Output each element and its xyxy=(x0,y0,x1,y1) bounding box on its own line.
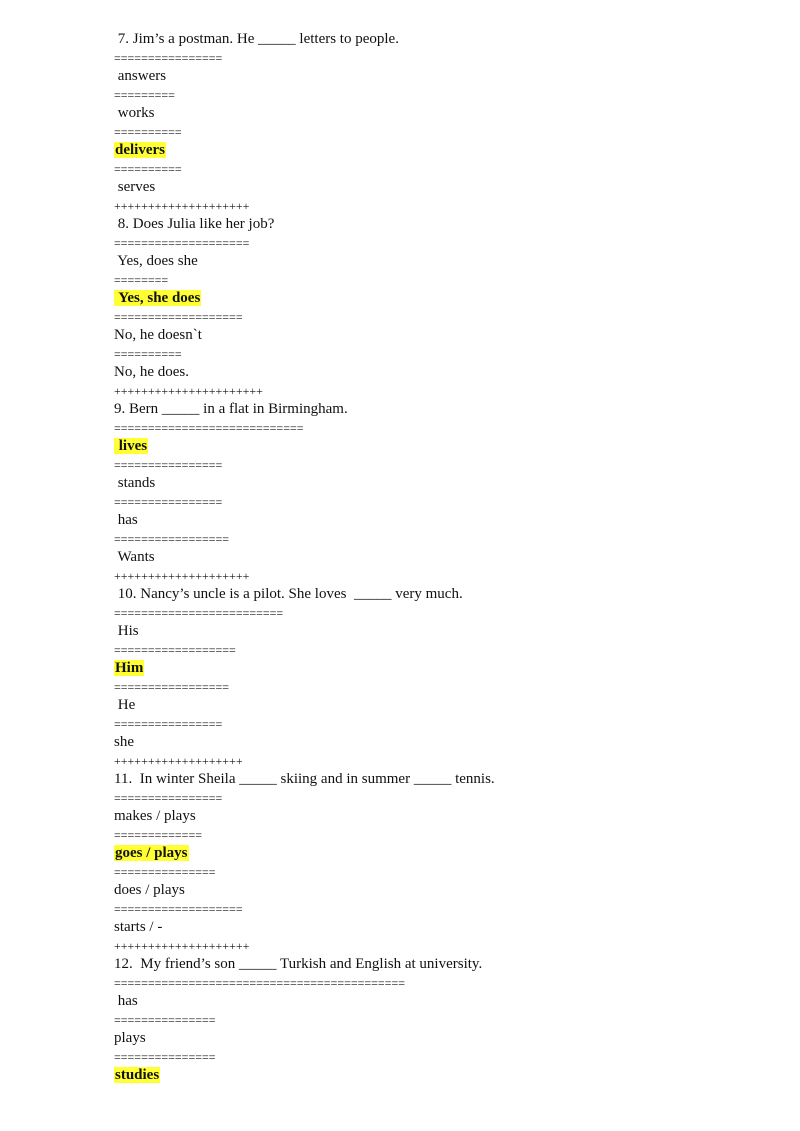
separator-text: +++++++++++++++++++ xyxy=(114,753,243,768)
separator-line xyxy=(114,530,229,548)
separator-line xyxy=(114,271,168,289)
separator-text: ==================== xyxy=(114,235,250,250)
option-text: answers xyxy=(114,68,167,84)
answer-line xyxy=(114,141,166,159)
question-line xyxy=(114,215,274,233)
option-line xyxy=(114,696,135,714)
option-line xyxy=(114,104,154,122)
option-line xyxy=(114,881,185,899)
option-text: makes / plays xyxy=(114,808,196,824)
separator-text: ++++++++++++++++++++ xyxy=(114,198,250,213)
answer-line xyxy=(114,289,201,307)
option-line xyxy=(114,992,138,1010)
separator-line xyxy=(114,456,222,474)
separator-line xyxy=(114,604,283,622)
separator-line xyxy=(114,863,216,881)
question-line xyxy=(114,955,482,973)
option-line xyxy=(114,1029,146,1047)
separator-line xyxy=(114,678,229,696)
separator-line xyxy=(114,567,249,585)
separator-text: =============== xyxy=(114,864,216,879)
highlighted-answer: Him xyxy=(115,660,144,676)
separator-line xyxy=(114,419,304,437)
option-line xyxy=(114,252,198,270)
separator-line xyxy=(114,1011,216,1029)
separator-line xyxy=(114,123,182,141)
option-line xyxy=(114,67,166,85)
separator-line xyxy=(114,234,249,252)
separator-line xyxy=(114,900,243,918)
option-text: has xyxy=(114,993,138,1009)
option-line xyxy=(114,807,196,825)
option-text: No, he doesn`t xyxy=(114,327,202,343)
separator-text: ================ xyxy=(114,494,223,509)
option-line xyxy=(114,733,134,751)
option-text: No, he does. xyxy=(114,364,189,380)
separator-line xyxy=(114,49,222,67)
option-line xyxy=(114,363,189,381)
question-line xyxy=(114,770,495,788)
option-text: serves xyxy=(114,179,156,195)
separator-text: ========== xyxy=(114,124,182,139)
separator-line xyxy=(114,382,263,400)
answer-line xyxy=(114,1066,160,1084)
option-text: Yes, does she xyxy=(114,253,198,269)
question-text: 11. In winter Sheila _____ skiing and in summer _____ tennis. xyxy=(114,771,495,787)
option-line xyxy=(114,178,155,196)
separator-text: ++++++++++++++++++++ xyxy=(114,568,250,583)
separator-line xyxy=(114,974,405,992)
highlighted-answer: lives xyxy=(115,438,148,454)
separator-text: ================= xyxy=(114,531,230,546)
answer-line xyxy=(114,437,148,455)
question-line xyxy=(114,400,348,418)
separator-line xyxy=(114,641,236,659)
question-text: 9. Bern _____ in a flat in Birmingham. xyxy=(114,401,348,417)
separator-line xyxy=(114,937,249,955)
option-text: does / plays xyxy=(114,882,185,898)
separator-line xyxy=(114,493,222,511)
separator-text: =============== xyxy=(114,1049,216,1064)
question-line xyxy=(114,30,399,48)
option-text: plays xyxy=(114,1030,146,1046)
separator-text: ======== xyxy=(114,272,169,287)
separator-line xyxy=(114,752,243,770)
question-text: 7. Jim’s a postman. He _____ letters to people. xyxy=(114,31,399,47)
highlighted-answer: goes / plays xyxy=(115,845,188,861)
separator-text: ========== xyxy=(114,346,182,361)
option-text: His xyxy=(114,623,139,639)
option-line xyxy=(114,622,139,640)
option-text: works xyxy=(114,105,155,121)
separator-text: ================ xyxy=(114,716,223,731)
separator-line xyxy=(114,197,249,215)
question-line xyxy=(114,585,463,603)
option-text: she xyxy=(114,734,134,750)
separator-text: =================== xyxy=(114,309,243,324)
separator-text: ================== xyxy=(114,642,236,657)
separator-text: =========================================== xyxy=(114,975,406,990)
option-line xyxy=(114,548,155,566)
separator-line xyxy=(114,86,175,104)
option-text: Wants xyxy=(114,549,155,565)
question-text: 8. Does Julia like her job? xyxy=(114,216,275,232)
separator-text: ============= xyxy=(114,827,202,842)
option-text: has xyxy=(114,512,138,528)
separator-text: ========================= xyxy=(114,605,284,620)
option-line xyxy=(114,326,202,344)
option-line xyxy=(114,474,155,492)
separator-text: =============== xyxy=(114,1012,216,1027)
separator-text: ================ xyxy=(114,790,223,805)
option-line xyxy=(114,918,162,936)
separator-text: ++++++++++++++++++++ xyxy=(114,938,250,953)
separator-text: ================ xyxy=(114,50,223,65)
separator-text: =================== xyxy=(114,901,243,916)
option-text: stands xyxy=(114,475,156,491)
separator-line xyxy=(114,345,182,363)
option-text: starts / - xyxy=(114,919,163,935)
separator-text: ========= xyxy=(114,87,175,102)
separator-text: ============================ xyxy=(114,420,304,435)
highlighted-answer: studies xyxy=(115,1067,160,1083)
separator-text: ================ xyxy=(114,457,223,472)
separator-text: ========== xyxy=(114,161,182,176)
highlighted-answer: delivers xyxy=(115,142,165,158)
separator-line xyxy=(114,826,202,844)
separator-line xyxy=(114,715,222,733)
option-text: He xyxy=(114,697,136,713)
question-text: 12. My friend’s son _____ Turkish and English at university. xyxy=(114,956,483,972)
question-text: 10. Nancy’s uncle is a pilot. She loves _____ very much. xyxy=(114,586,463,602)
separator-text: ++++++++++++++++++++++ xyxy=(114,383,263,398)
separator-line xyxy=(114,1048,216,1066)
separator-line xyxy=(114,160,182,178)
separator-text: ================= xyxy=(114,679,230,694)
highlighted-answer: Yes, she does xyxy=(115,290,201,306)
answer-line xyxy=(114,659,144,677)
separator-line xyxy=(114,308,243,326)
answer-line xyxy=(114,844,189,862)
separator-line xyxy=(114,789,222,807)
option-line xyxy=(114,511,138,529)
